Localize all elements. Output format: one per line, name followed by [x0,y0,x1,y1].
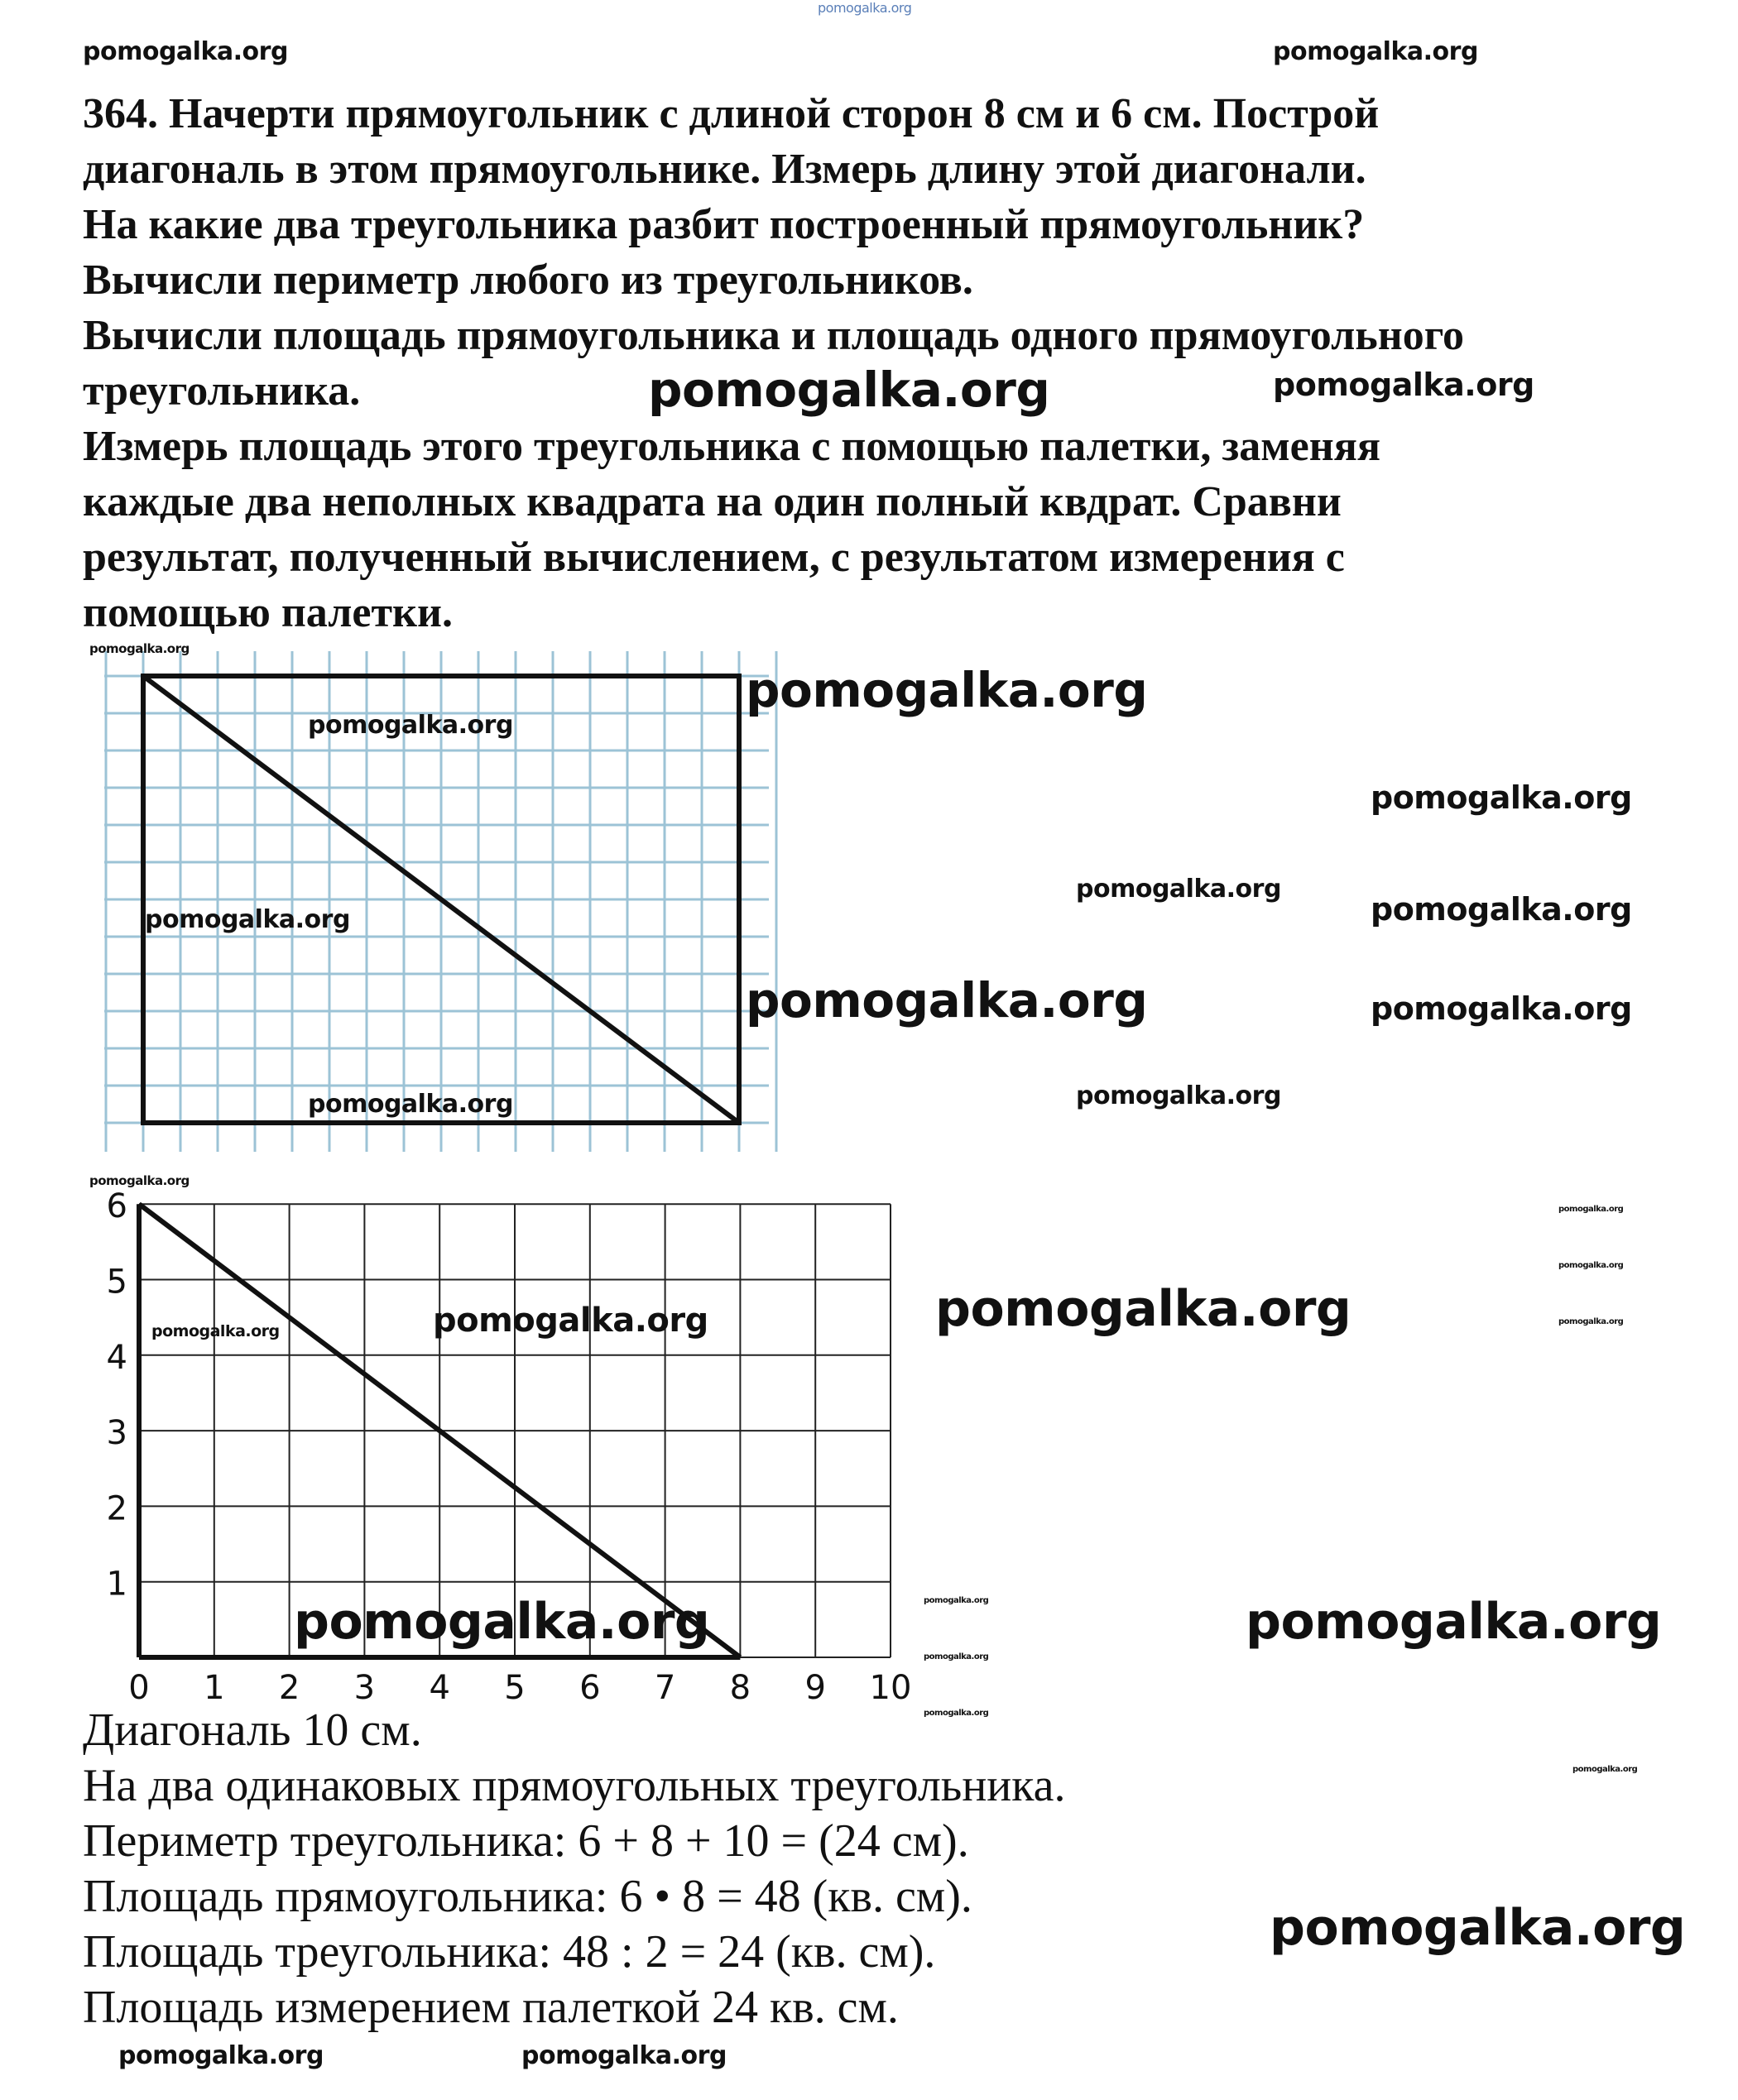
y-tick-label: 3 [106,1414,127,1453]
watermark: pomogalka.org [746,662,1148,718]
watermark: pomogalka.org [151,1322,280,1340]
watermark: pomogalka.org [308,1090,513,1119]
y-tick-label: 6 [106,1187,127,1226]
watermark: pomogalka.org [1273,37,1478,66]
x-tick-label: 0 [128,1669,150,1707]
task-line: Вычисли периметр любого из треугольников. [83,257,973,304]
watermark: pomogalka.org [1273,367,1534,403]
x-tick-label: 5 [504,1669,526,1707]
task-line: На какие два треугольника разбит построенный прямоугольник? [83,201,1365,248]
watermark: pomogalka.org [145,905,350,934]
watermark: pomogalka.org [1371,779,1632,816]
watermark: pomogalka.org [818,0,912,16]
task-line: Вычисли площадь прямоугольника и площадь одного прямоугольного [83,312,1465,359]
answer-line: Диагональ 10 см. [83,1704,422,1756]
task-line: помощью палетки. [83,589,453,636]
task-line: каждые два неполных квадрата на один полный квдрат. Сравни [83,478,1342,525]
watermark: pomogalka.org [308,711,513,740]
watermark: pomogalka.org [1076,1081,1281,1110]
x-tick-label: 3 [353,1669,376,1707]
answer-line: Площадь прямоугольника: 6 • 8 = 48 (кв. см). [83,1871,972,1922]
watermark: pomogalka.org [1371,891,1632,928]
answer-line: Площадь измерением палеткой 24 кв. см. [83,1982,899,2033]
task-line: треугольника. [83,367,361,415]
watermark: pomogalka.org [648,362,1050,418]
task-line: Измерь площадь этого треугольника с помощью палетки, заменяя [83,423,1380,470]
y-tick-label: 1 [106,1565,127,1604]
x-tick-label: 6 [579,1669,601,1707]
answer-line: Площадь треугольника: 48 : 2 = 24 (кв. см). [83,1926,936,1978]
y-tick-label: 2 [106,1489,127,1528]
watermark: pomogalka.org [924,1596,989,1605]
watermark: pomogalka.org [89,641,190,656]
answer-line: Периметр треугольника: 6 + 8 + 10 = (24 см). [83,1815,969,1867]
watermark: pomogalka.org [83,37,288,66]
watermark: pomogalka.org [924,1652,989,1661]
answer-line: На два одинаковых прямоугольных треугольника. [83,1760,1066,1811]
watermark: pomogalka.org [294,1593,710,1651]
x-tick-label: 2 [278,1669,300,1707]
watermark: pomogalka.org [118,2041,324,2070]
task-line: 364. Начерти прямоугольник с длиной сторон 8 см и 6 см. Построй [83,90,1380,137]
watermark: pomogalka.org [1558,1317,1624,1326]
watermark: pomogalka.org [924,1709,989,1718]
watermark: pomogalka.org [1572,1765,1638,1774]
x-tick-label: 1 [204,1669,225,1707]
watermark: pomogalka.org [1270,1899,1686,1957]
x-tick-label: 7 [654,1669,676,1707]
x-tick-label: 9 [804,1669,826,1707]
task-line: результат, полученный вычислением, с результатом измерения с [83,534,1345,581]
y-tick-label: 5 [106,1263,127,1302]
answer-text [83,1703,1065,2035]
watermark: pomogalka.org [89,1173,190,1188]
x-tick-label: 8 [729,1669,751,1707]
watermark: pomogalka.org [1076,875,1281,904]
watermark: pomogalka.org [1371,990,1632,1027]
watermark: pomogalka.org [521,2041,727,2070]
watermark: pomogalka.org [935,1280,1352,1338]
watermark: pomogalka.org [1558,1205,1624,1214]
watermark: pomogalka.org [1246,1593,1662,1651]
y-tick-label: 4 [106,1338,127,1377]
watermark: pomogalka.org [433,1302,708,1340]
task-line: диагональ в этом прямоугольнике. Измерь длину этой диагонали. [83,146,1366,193]
x-tick-label: 10 [869,1669,912,1707]
watermark: pomogalka.org [746,972,1148,1028]
watermark: pomogalka.org [1558,1261,1624,1270]
x-tick-label: 4 [429,1669,450,1707]
